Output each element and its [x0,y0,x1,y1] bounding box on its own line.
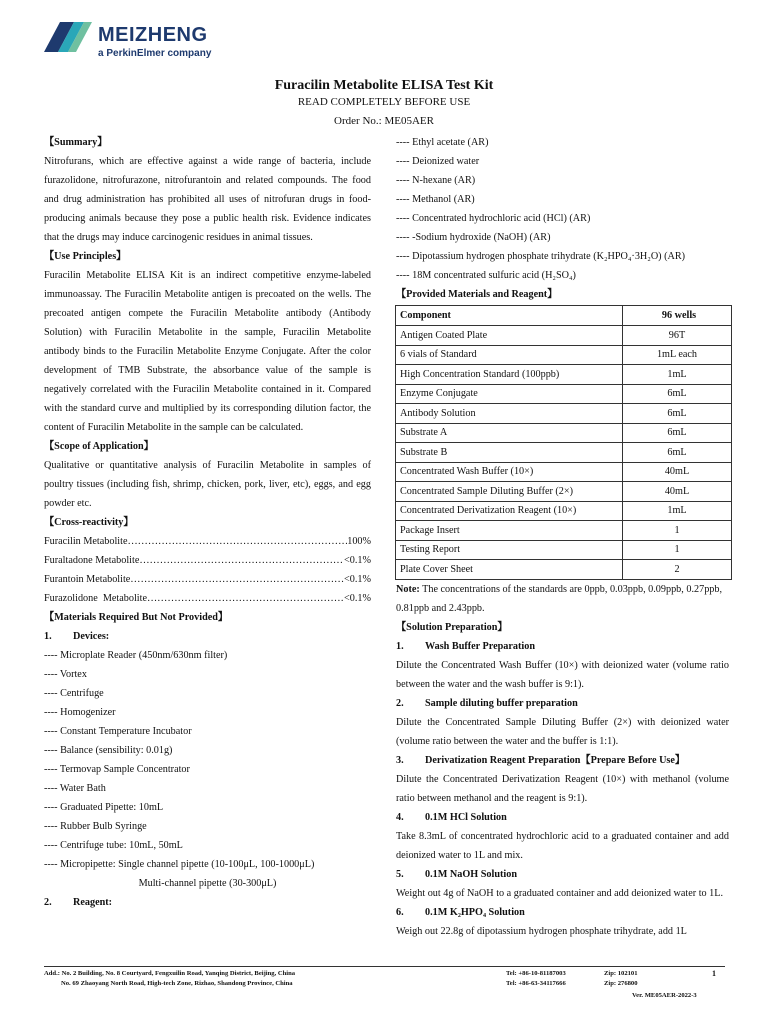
reagent-item: ---- -Sodium hydroxide (NaOH) (AR) [396,232,551,243]
device-item: ---- Termovap Sample Concentrator [44,764,190,775]
footer-address-line: Add.: No. 2 Building, No. 8 Courtyard, Fengxuilin Road, Yanqing District, Beijing, China [44,970,296,977]
table-cell: High Concentration Standard (100ppb) [396,365,623,385]
footer-tel-line: Tel: +86-10-81187003 [506,970,566,977]
note-text: The concentrations of the standards are 0ppb, 0.03ppb, 0.09ppb, 0.27ppb, 0.81ppb and 2.43ppb. [396,583,723,614]
devices-heading: 1. Devices: [44,631,110,642]
reagent-item: ---- N-hexane (AR) [396,175,476,186]
left-column [44,133,371,912]
solution-item-text: Dilute the Concentrated Wash Buffer (10×) with deionized water (volume ratio between the water and the wash buffer is 9:1). [396,659,729,690]
footer-tel-line: Tel: +86-63-34117666 [506,980,566,987]
table-cell: 6mL [623,384,732,404]
cross-row [44,570,371,589]
order-number: Order No.: ME05AER [334,115,434,127]
reagent-item: ---- Deionized water [396,156,480,167]
page-footer [44,966,725,999]
materials-heading: 【Materials Required But Not Provided】 [44,612,229,623]
table-cell: 1mL [623,365,732,385]
table-row [396,326,732,346]
table-header: Component [396,306,623,326]
device-item-multi: Multi-channel pipette (30-300μL) [138,878,277,889]
footer-zip-line: Zip: 276800 [604,980,638,987]
footer-tel [506,969,566,989]
solution-item-title: 1. Wash Buffer Preparation [396,640,535,652]
brand-name: MEIZHENG [98,24,208,46]
table-row [396,365,732,385]
reagent-item: ---- Concentrated hydrochloric acid (HCl) (AR) [396,213,591,224]
table-cell: Substrate B [396,443,623,463]
reagent-item: ---- Dipotassium hydrogen phosphate trihydrate (K₂HPO₄·3H₂O) (AR) [396,251,686,262]
table-row [396,462,732,482]
table-cell: Antibody Solution [396,404,623,424]
page-number: 1 [712,969,716,978]
table-cell: Testing Report [396,540,623,560]
device-item: ---- Micropipette: Single channel pipette (10-100μL, 100-1000μL) [44,859,315,870]
cross-row [44,551,371,570]
table-cell: 40mL [623,462,732,482]
table-cell: Enzyme Conjugate [396,384,623,404]
solution-item-title: 4. 0.1M HCl Solution [396,811,507,823]
solution-item-title: 2. Sample diluting buffer preparation [396,697,578,709]
table-header: 96 wells [623,306,732,326]
cross-value: 100% [347,536,371,547]
table-row [396,560,732,580]
right-column [396,133,729,941]
solution-heading: 【Solution Preparation】 [396,621,508,633]
cross-name: Furantoin Metabolite [44,574,131,585]
table-cell: 1 [623,540,732,560]
cross-row [44,532,371,551]
solution-item-text: Dilute the Concentrated Sample Diluting Buffer (2×) with deionized water (volume ratio between the water and the buffer is 1:1). [396,716,729,747]
provided-table [395,305,732,580]
table-row [396,482,732,502]
table-cell: Concentrated Wash Buffer (10×) [396,462,623,482]
principles-text: Furacilin Metabolite ELISA Kit is an indirect competitive enzyme-labeled immunoassay. The Furacilin Metabolite antigen is precoated on the wells. The precoated antigen compete the Furacilin Metabolite antibody (Antibody Solution) with Furacilin Metabolite in the sample, Furacilin Metabolite antibody binds to the Furacilin Metabolite Enzyme Conjugate. After the color development of TMB Substrate, the absorbance value of the sample is negatively correlated with the Furacilin Metabolite contained in it. Compared with the standard curve and multiplied by its corresponding dilution factor, the content of Furacilin Metabolite in the sample can be calculated. [44,270,371,433]
table-row [396,443,732,463]
footer-zip [604,969,638,989]
cross-name: Furaltadone Metabolite [44,555,140,566]
scope-heading: 【Scope of Application】 [44,441,154,452]
device-item: ---- Constant Temperature Incubator [44,726,192,737]
table-cell: 6mL [623,404,732,424]
version: Ver. ME05AER-2022-3 [632,992,697,999]
summary-text: Nitrofurans, which are effective against a wide range of bacteria, include furazolidone, nitrofurazone, nitrofurantoin and related compounds. The food and drug administration has prohibited all uses of nitrofuran drugs in food-producing animals because they pose a public health risk. Evidence indicates that the drugs may induce carcinogenic residues in animal tissues. [44,156,371,243]
page-title: Furacilin Metabolite ELISA Test Kit [274,78,494,93]
solution-item-title: 3. Derivatization Reagent Preparation【Prepare Before Use】 [396,754,686,766]
provided-heading: 【Provided Materials and Reagent】 [396,289,558,300]
note-label: Note: [396,583,420,595]
principles-heading: 【Use Principles】 [44,251,127,262]
solution-item-title: 5. 0.1M NaOH Solution [396,868,517,880]
device-item: ---- Centrifuge tube: 10mL, 50mL [44,840,183,851]
meizheng-logo-icon [44,22,94,52]
table-cell: 2 [623,560,732,580]
table-cell: Concentrated Sample Diluting Buffer (2×) [396,482,623,502]
solution-item-text: Dilute the Concentrated Derivatization Reagent (10×) with methanol (volume ratio between methanol and the reagent is 9:1). [396,773,729,804]
note [396,580,729,618]
table-cell: Package Insert [396,521,623,541]
table-row [396,423,732,443]
table-cell: 40mL [623,482,732,502]
table-cell: 6 vials of Standard [396,345,623,365]
table-cell: Antigen Coated Plate [396,326,623,346]
device-item: ---- Centrifuge [44,688,104,699]
brand-logo [44,22,244,62]
device-item: ---- Rubber Bulb Syringe [44,821,147,832]
table-row [396,540,732,560]
scope-text: Qualitative or quantitative analysis of Furacilin Metabolite in samples of poultry tissues (including fish, shrimp, chicken, pork, liver, etc), eggs, and egg powder etc. [44,460,371,509]
table-cell: Concentrated Derivatization Reagent (10×) [396,501,623,521]
device-item: ---- Water Bath [44,783,106,794]
solution-item-title: 6. 0.1M K₂HPO₄ Solution [396,906,525,918]
cross-value: <0.1% [344,574,371,585]
cross-row [44,589,371,608]
table-cell: Substrate A [396,423,623,443]
device-item: ---- Balance (sensibility: 0.01g) [44,745,173,756]
cross-name: Furacilin Metabolite [44,536,128,547]
footer-zip-line: Zip: 102101 [604,970,638,977]
table-cell: 1mL [623,501,732,521]
table-row [396,521,732,541]
device-item: ---- Homogenizer [44,707,116,718]
device-item: ---- Graduated Pipette: 10mL [44,802,164,813]
device-item: ---- Microplate Reader (450nm/630nm filter) [44,650,228,661]
table-cell: Plate Cover Sheet [396,560,623,580]
table-cell: 1 [623,521,732,541]
table-cell: 6mL [623,423,732,443]
table-row [396,345,732,365]
summary-heading: 【Summary】 [44,137,108,148]
footer-address [44,969,295,989]
table-cell: 6mL [623,443,732,463]
table-cell: 1mL each [623,345,732,365]
solution-item-text: Weigh out 22.8g of dipotassium hydrogen phosphate trihydrate, add 1L [396,925,687,937]
cross-heading: 【Cross-reactivity】 [44,517,134,528]
page-subtitle: READ COMPLETELY BEFORE USE [297,96,471,108]
reagent-heading: 2. Reagent: [44,897,113,908]
table-row [396,501,732,521]
table-row [396,404,732,424]
cross-value: <0.1% [344,555,371,566]
table-row [396,384,732,404]
cross-value: <0.1% [344,593,371,604]
table-cell: 96T [623,326,732,346]
reagent-item: ---- Methanol (AR) [396,194,475,205]
footer-address-line: No. 69 Zhaoyang North Road, High-tech Zone, Rizhao, Shandong Province, China [61,980,293,987]
solution-item-text: Weight out 4g of NaOH to a graduated container and add deionized water to 1L. [396,887,724,899]
reagent-item: ---- Ethyl acetate (AR) [396,137,489,148]
solution-item-text: Take 8.3mL of concentrated hydrochloric acid to a graduated container and add deionized water to 1L and mix. [396,830,729,861]
brand-tagline: a PerkinElmer company [98,48,212,59]
table-header-row [396,306,732,326]
reagent-item: ---- 18M concentrated sulfuric acid (H₂SO₄) [396,270,576,281]
cross-name: Furazolidone Metabolite [44,593,147,604]
device-item: ---- Vortex [44,669,87,680]
